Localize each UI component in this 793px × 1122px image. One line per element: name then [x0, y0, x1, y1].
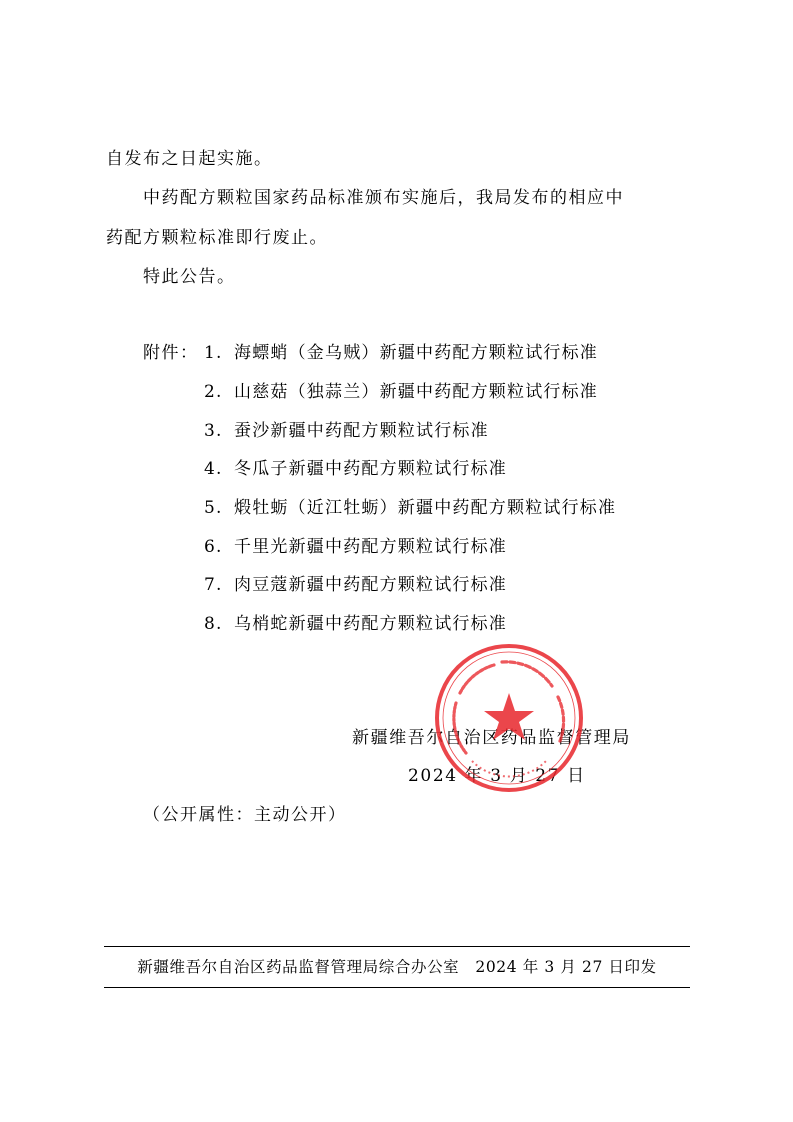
attachment-number: 1.: [204, 343, 223, 363]
attachment-title: 煅牡蛎（近江牡蛎）新疆中药配方颗粒试行标准: [234, 498, 617, 518]
attachment-number: 2.: [204, 382, 223, 402]
attachment-title: 乌梢蛇新疆中药配方颗粒试行标准: [234, 614, 507, 634]
footer-bottom-rule: [104, 987, 690, 988]
footer-top-rule: [104, 946, 690, 947]
attachment-number: 4.: [204, 459, 223, 479]
attachment-title: 冬瓜子新疆中药配方颗粒试行标准: [234, 459, 507, 479]
attachment-number: 7.: [204, 575, 223, 595]
attachment-title: 海螵蛸（金乌贼）新疆中药配方颗粒试行标准: [234, 343, 598, 363]
attachment-item: [204, 574, 507, 596]
attachment-number: 5.: [204, 498, 223, 518]
print-footer: 新疆维吾尔自治区药品监督管理局综合办公室 2024 年 3 月 27 日印发: [137, 958, 657, 976]
disclosure-attribute: （公开属性：主动公开）: [143, 805, 347, 825]
attachment-number: 8.: [204, 614, 223, 634]
attachment-title: 千里光新疆中药配方颗粒试行标准: [234, 537, 507, 557]
body-line-1: 自发布之日起实施。: [106, 149, 273, 169]
attachment-item: [204, 342, 598, 364]
attachment-item: [204, 381, 598, 403]
attachment-number: 6.: [204, 537, 223, 557]
attachment-item: [204, 497, 616, 519]
attachment-title: 山慈菇（独蒜兰）新疆中药配方颗粒试行标准: [234, 382, 598, 402]
closing-statement: 特此公告。: [143, 267, 236, 287]
attachment-title: 蚕沙新疆中药配方颗粒试行标准: [234, 421, 489, 441]
attachment-item: [204, 420, 489, 442]
attachments-label: 附件：: [143, 343, 199, 363]
official-seal-icon: [432, 641, 586, 795]
attachment-item: [204, 536, 507, 558]
attachment-item: [204, 613, 507, 635]
issue-date: 2024 年 3 月 27 日: [408, 766, 586, 786]
attachment-item: [204, 458, 507, 480]
attachment-title: 肉豆蔻新疆中药配方颗粒试行标准: [234, 575, 507, 595]
attachment-number: 3.: [204, 421, 223, 441]
issuing-organization: 新疆维吾尔自治区药品监督管理局: [352, 728, 631, 748]
body-line-2: 中药配方颗粒国家药品标准颁布实施后，我局发布的相应中: [143, 188, 624, 208]
body-line-3: 药配方颗粒标准即行废止。: [106, 228, 328, 248]
